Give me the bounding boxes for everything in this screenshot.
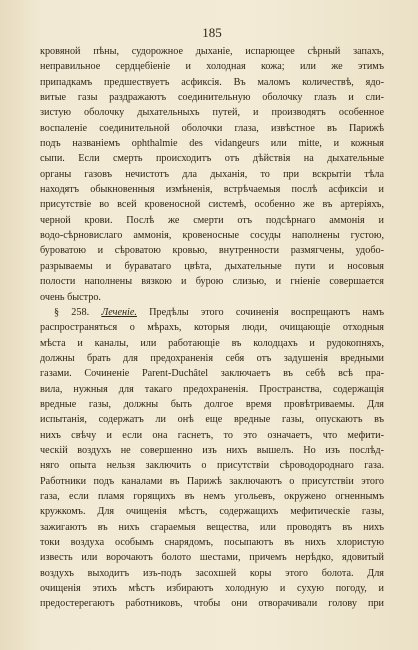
text-line: очищенія этихъ мѣстъ избираютъ холодную и сухую погоду, и: [40, 583, 384, 595]
text-line: кровяной пѣны, судорожное дыханіе, испарющее сѣрный запахъ,: [40, 46, 384, 57]
text-line: зажигаютъ въ нихъ сгараемыя вещества, или проводятъ въ нихъ: [40, 521, 384, 533]
text-line: находятъ обыкновенныя измѣненія, встрѣчаемыя послѣ асфиксіи и: [40, 184, 384, 196]
text-line: известь или ворочаютъ болото шестами, причемъ нерѣдко, ядовитый: [40, 552, 384, 564]
text-line: черной крови. Послѣ же смерти отъ подсѣрнаго аммонія и: [40, 214, 384, 226]
text-line: мѣста и каналы, или работающіе въ колодцахъ и рудокопняхъ,: [40, 337, 384, 349]
text-line: вила, нужныя для такаго предохраненія. Пространства, содержащія: [40, 383, 384, 395]
text-line: воздухъ выходитъ изъ-подъ засохшей коры этого болота. Для: [40, 567, 384, 579]
text-line: воспаленіе соединительной оболочки глаза, извѣстное въ Парижѣ: [40, 122, 384, 134]
text-line: сыпи. Если смерть происходитъ отъ дѣйствія на дыхательные: [40, 153, 384, 165]
page-number: 185: [202, 25, 222, 40]
text-line: разрываемы и бураватаго цвѣта, дыхательные пути и носовыя: [40, 260, 384, 272]
text-line: кружкомъ. Для очищенія мѣстъ, содержащихъ мефитическіе газы,: [40, 506, 384, 518]
text-line: газа, если пламя горящихъ въ немъ угольевъ, окружено огненнымъ: [40, 490, 384, 502]
text-line: Работники подъ каналами въ Парижѣ заключаютъ о присутствіи этого: [40, 475, 384, 487]
text-line: подъ названіемъ ophthalmie des vidangeurs или mitte, и кожныя: [40, 138, 384, 150]
section-first-line: Предѣлы этого сочиненія воспрещаютъ намъ: [149, 306, 384, 318]
text-line: ческій воздухъ не совершенно изъ нихъ вышелъ. Но изъ послѣд-: [40, 444, 384, 456]
text-line: очень быстро.: [40, 291, 101, 303]
text-line: припадкамъ предшествуетъ асфиксія. Въ маломъ количествѣ, ядо-: [40, 76, 384, 88]
text-line: водо-сѣрновислаго аммонія, кровеносные сосуды наполнены густою,: [40, 230, 384, 242]
text-line: полости наполнены вязкою и бурою слизью, и гніеніе совершается: [40, 276, 384, 288]
text-line: нихъ свѣчу и если она гаснетъ, то это означаетъ, что мефити-: [40, 429, 384, 441]
text-line: неправильное сердцебіеніе и холодная кожа; или же этимъ: [40, 61, 384, 73]
text-line: буроватою и сѣроватою кровью, внутренности размягчены, удобо-: [40, 245, 384, 257]
text-line: вредные газы, должны быть долгое время провѣтриваемы. Для: [40, 398, 384, 410]
section-title: Леченіе.: [101, 306, 137, 318]
paragraph-symptoms: [40, 44, 384, 305]
text-line: распространяться о мѣрахъ, которыя люди, очищающіе отходныя: [40, 322, 384, 334]
text-line: испытанія, содержатъ ли онѣ еще вредные газы, опускаютъ въ: [40, 414, 384, 426]
text-line: предостерегаютъ работниковъ, чтобы они отворачивали голову при: [40, 598, 384, 610]
text-line: органы газовъ нечистотъ дла дыханія, то при вскрытіи тѣла: [40, 168, 384, 180]
paragraph-treatment: [40, 320, 384, 612]
text-line: няго опыта нельзя заключить о присутствіи сѣроводороднаго газа.: [40, 460, 384, 472]
text-line: зистую оболочку дыхательныхъ путей, и производятъ особенное: [40, 107, 384, 119]
text-line: витые газы раздражаютъ соединительную оболочку глазъ и сли-: [40, 92, 384, 104]
text-line: присутствіе во всей кровеносной системѣ, особенно же въ артеріяхъ,: [40, 199, 384, 211]
text-line: газами. Сочиненіе Parent-Duchâtel заключаетъ въ себѣ всѣ пра-: [40, 368, 384, 380]
section-heading-line: [40, 305, 384, 320]
text-line: должны брать для предохраненія себя отъ задушенія вредными: [40, 352, 384, 364]
section-number: § 258.: [54, 306, 90, 318]
text-line: токи воздуха особымъ снарядомъ, посыпаютъ въ нихъ хлористую: [40, 537, 384, 548]
